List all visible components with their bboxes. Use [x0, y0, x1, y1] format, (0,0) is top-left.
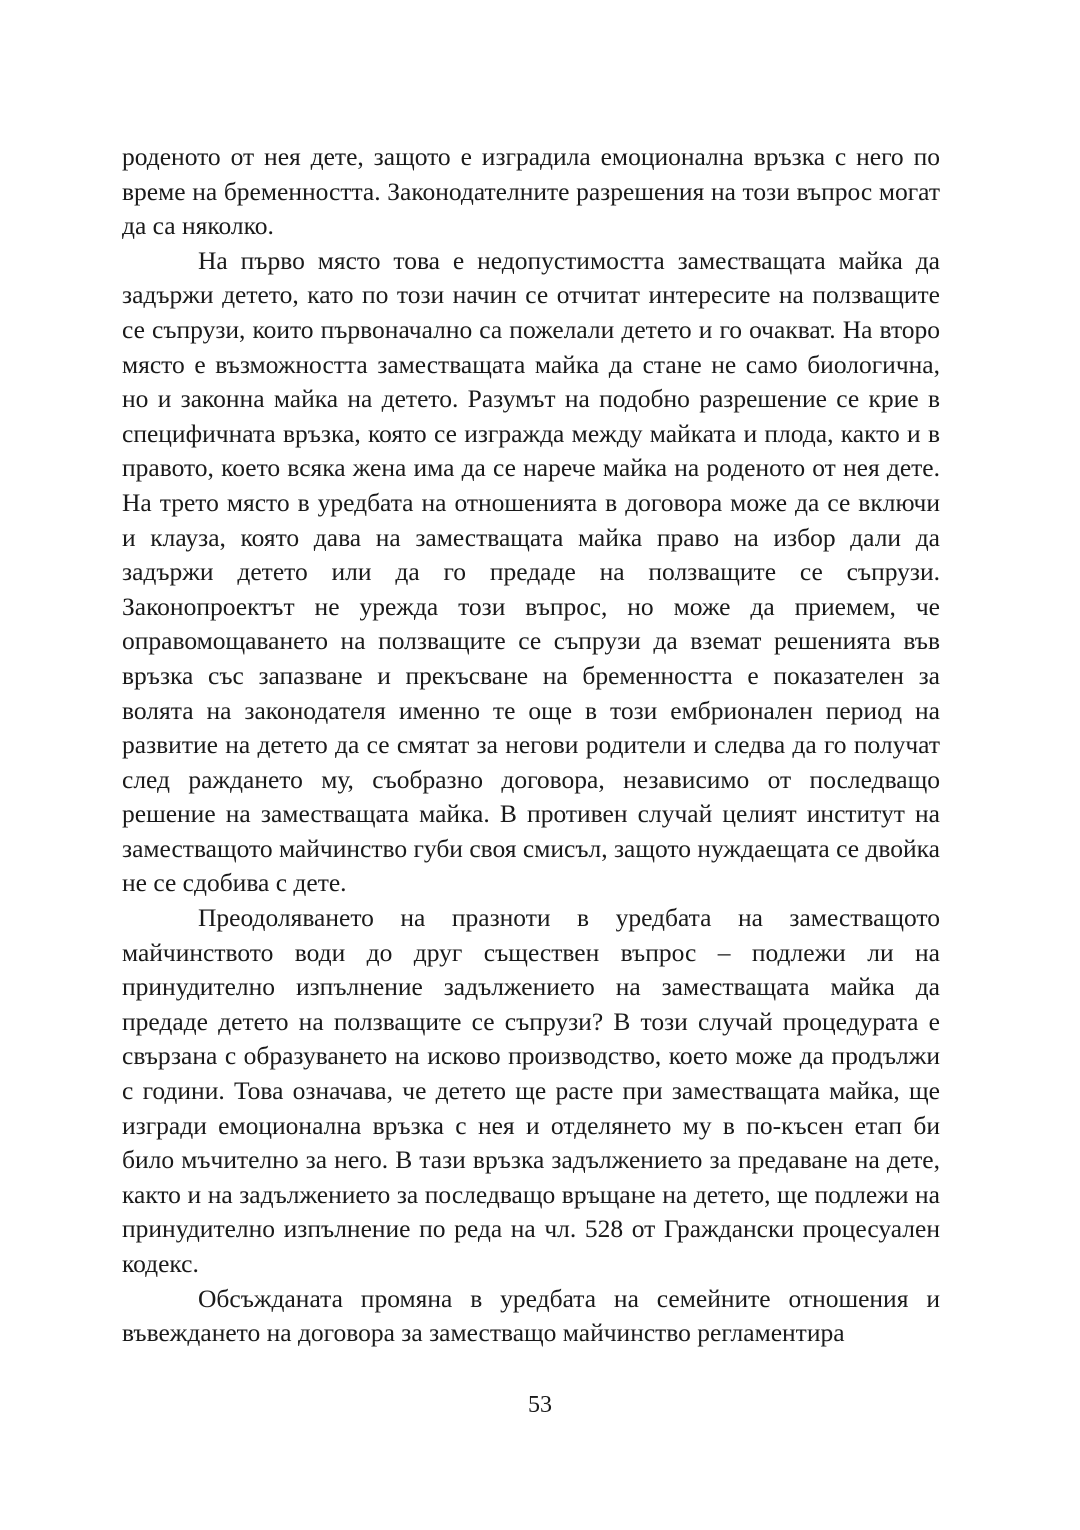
paragraph-enforcement: Преодоляването на празноти в уредбата на заместващото майчинството води до друг съществен въпрос – подлежи ли на принудително изпълнение задължението на заместващата майка да предаде детето на ползващите се съпрузи? В този случай процедурата е свързана с образуването на исково производство, което може да продължи с години. Това означава, че детето ще расте при заместващата майка, ще изгради емоционална връзка с нея и отделянето му в по-късен етап би било мъчително за него. В тази връзка задължението за предаване на дете, както и на задължението за последващо връщане на детето, ще подлежи на принудително изпълнение по реда на чл. 528 от Граждански процесуален кодекс. — [122, 903, 940, 1278]
paragraph-discussed-change: Обсъжданата промяна в уредбата на семейните отношения и въвеждането на договора за заместващо майчинство регламентира — [122, 1283, 940, 1348]
page-number: 53 — [528, 1392, 552, 1418]
body-text — [122, 140, 940, 1351]
paragraph-legislative-options: На първо място това е недопустимостта заместващата майка да задържи детето, като по този начин се отчитат интересите на ползващите се съпрузи, които първоначално са пожелали детето и го очакват. На второ място е възможността заместващата майка да стане не само биологична, но и законна майка на детето. Разумът на подобно разрешение се крие в специфичната връзка, която се изгражда между майката и плода, както и в правото, което всяка жена има да се нарече майка на роденото от нея дете. На трето място в уредбата на отношенията в договора може да се включи и клауза, която дава на заместващата майка право на избор дали да задържи детето или да го предаде на ползващите се съпрузи. Законопроектът не урежда този въпрос, но може да приемем, че оправомощаването на ползващите се съпрузи да вземат решенията във връзка със запазване и прекъсване на бременността е показателен за волята на законодателя именно те още в този ембрионален период на развитие на детето да се смятат за негови родители и следва да го получат след раждането му, съобразно договора, независимо от последващо решение на заместващата майка. В противен случай целият институт на заместващото майчинство губи своя смисъл, защото нуждаещата се двойка не се сдобива с дете. — [122, 245, 940, 898]
paragraph-continuation: роденото от нея дете, защото е изградила емоционална връзка с него по време на бременността. Законодателните разрешения на този въпрос могат да са няколко. — [122, 142, 940, 241]
